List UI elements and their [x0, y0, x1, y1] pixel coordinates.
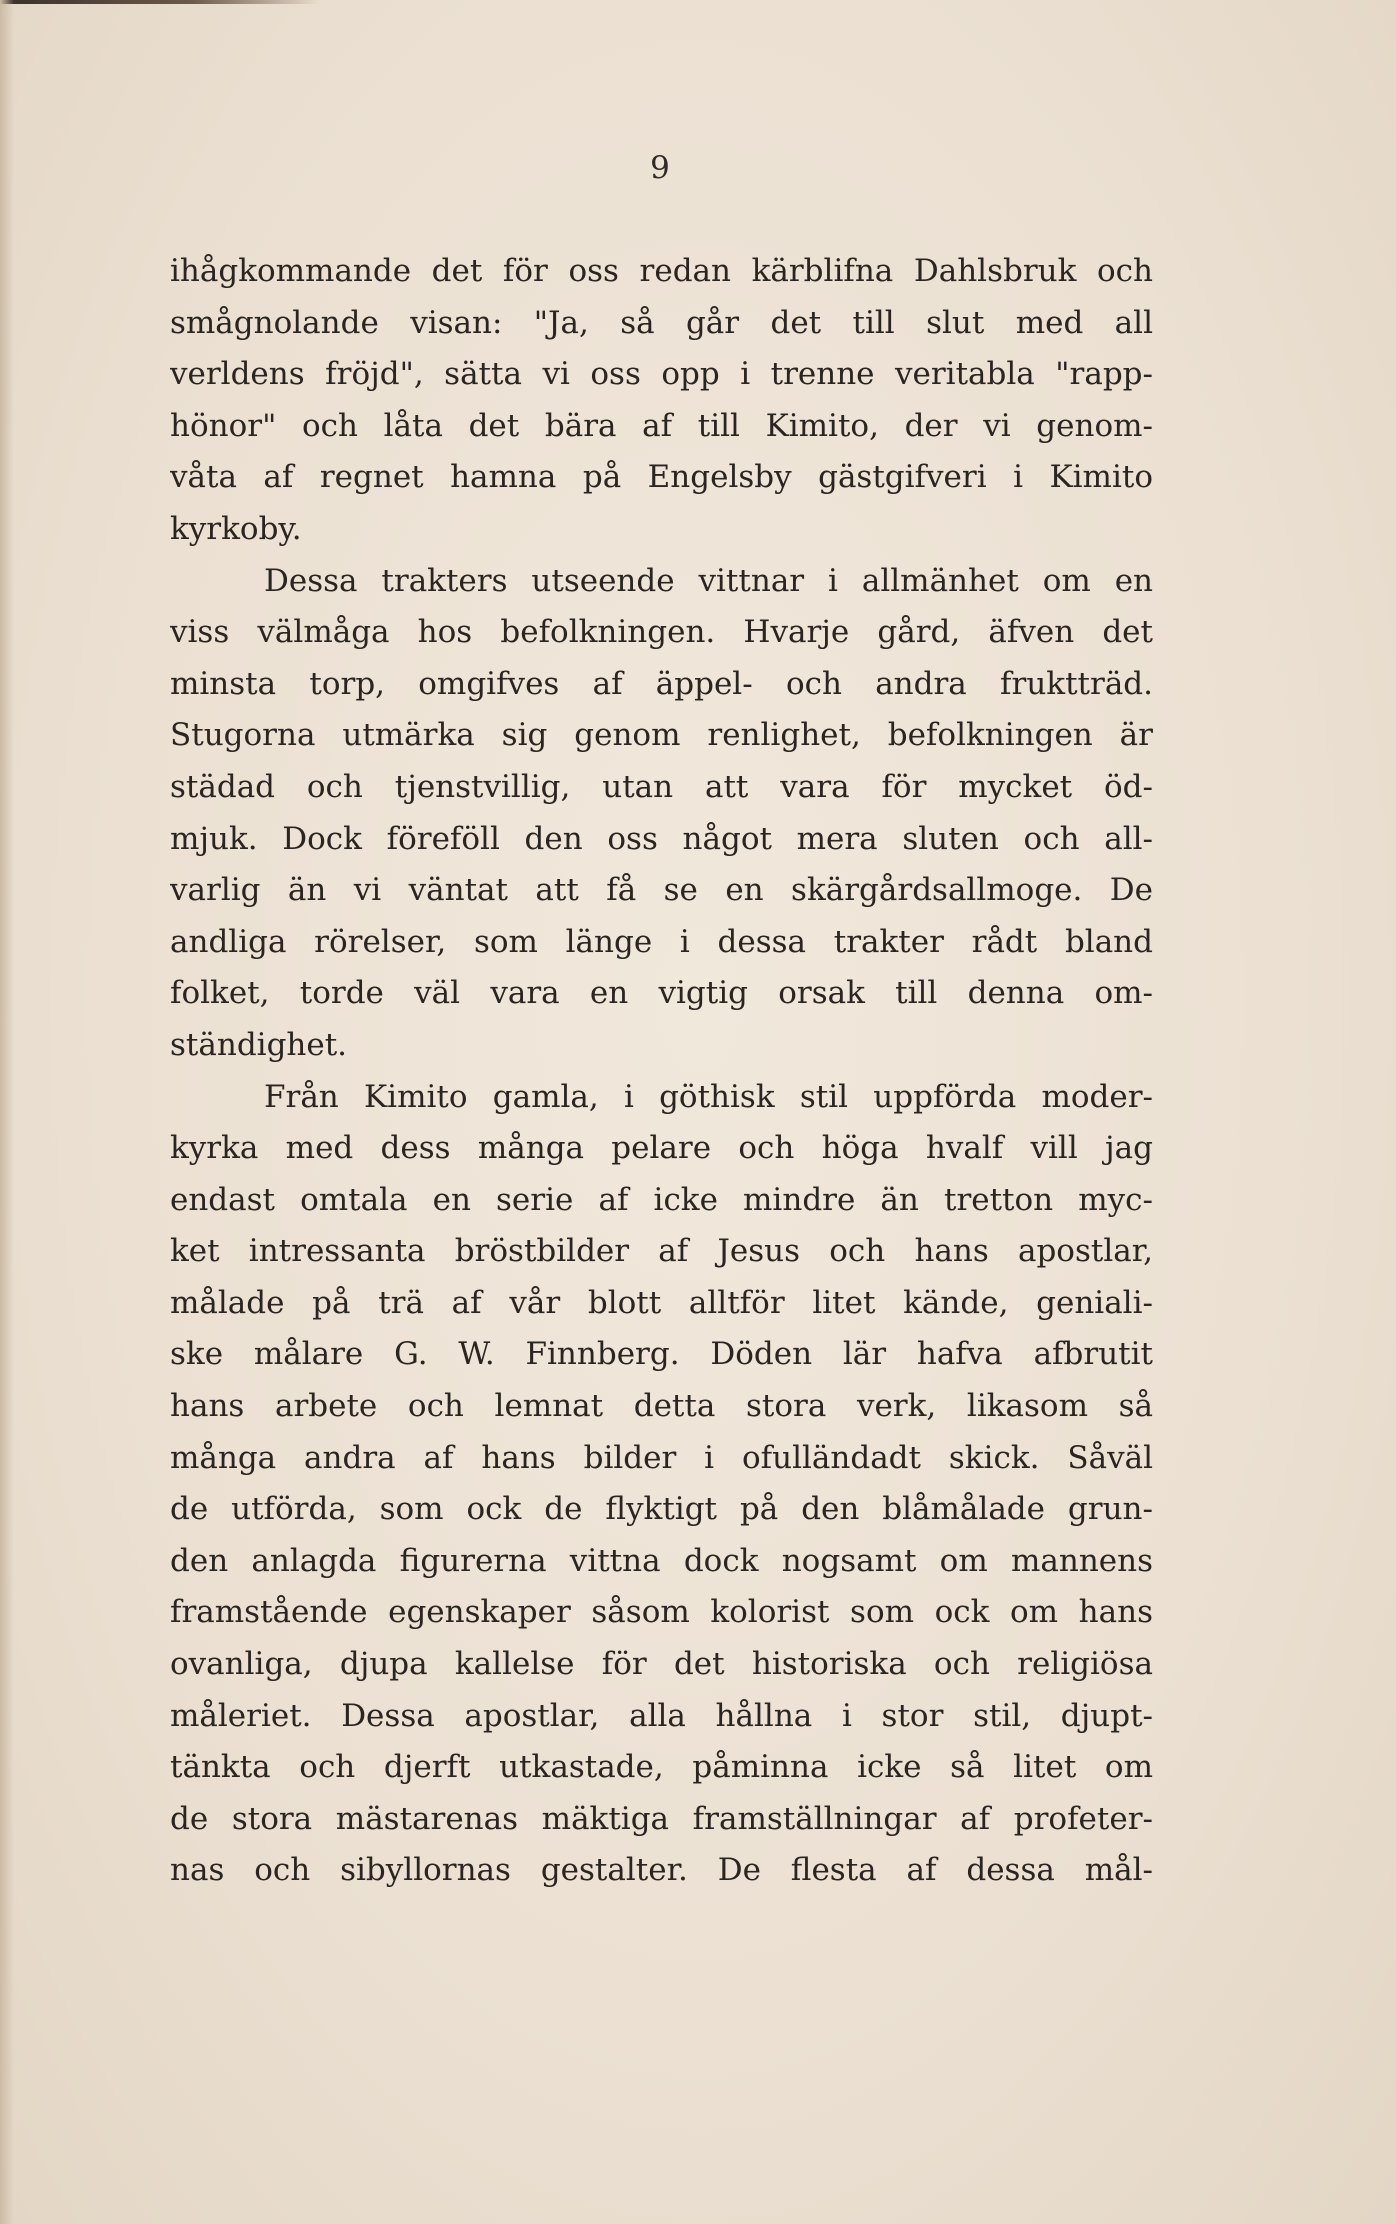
text-line: hans arbete och lemnat detta stora verk, likasom så: [170, 1388, 1153, 1425]
text-line: smågnolande visan: "Ja, så går det till slut med all: [170, 304, 1153, 341]
text-line: den anlagda figurerna vittna dock nogsamt om mannens: [170, 1542, 1153, 1579]
text-line: framstående egenskaper såsom kolorist som ock om hans: [170, 1594, 1153, 1631]
page-binding-shadow: [0, 0, 14, 2224]
text-line: hönor" och låta det bära af till Kimito, der vi genom-: [170, 407, 1153, 444]
text-line: de utförda, som ock de flyktigt på den blåmålade grun-: [170, 1491, 1153, 1528]
text-line: måleriet. Dessa apostlar, alla hållna i stor stil, djupt-: [170, 1697, 1153, 1734]
text-line: varlig än vi väntat att få se en skärgårdsallmoge. De: [170, 872, 1153, 909]
text-line: minsta torp, omgifves af äppel- och andra fruktträd.: [170, 665, 1153, 702]
text-line: viss välmåga hos befolkningen. Hvarje gård, äfven det: [170, 614, 1153, 651]
text-line: många andra af hans bilder i ofulländadt skick. Såväl: [170, 1439, 1153, 1476]
text-line: ihågkommande det för oss redan kärblifna Dahlsbruk och: [170, 253, 1153, 289]
text-line: kyrkoby.: [170, 510, 302, 547]
text-line: ständighet.: [170, 1026, 348, 1063]
text-line: ske målare G. W. Finnberg. Döden lär hafva afbrutit: [170, 1336, 1153, 1373]
text-line: nas och sibyllornas gestalter. De flesta af dessa mål-: [170, 1852, 1153, 1889]
page-number: 9: [650, 150, 670, 186]
text-line: folket, torde väl vara en vigtig orsak till denna om-: [170, 975, 1153, 1012]
text-line: de stora mästarenas mäktiga framställningar af profeter-: [170, 1800, 1153, 1837]
text-line: tänkta och djerft utkastade, påminna icke så litet om: [170, 1749, 1153, 1786]
text-line: städad och tjenstvillig, utan att vara för mycket öd-: [170, 768, 1153, 805]
text-line: Från Kimito gamla, i göthisk stil uppförda moder-: [264, 1078, 1153, 1115]
text-line: mjuk. Dock föreföll den oss något mera sluten och all-: [170, 820, 1153, 857]
text-line: målade på trä af vår blott alltför litet kände, geniali-: [170, 1284, 1153, 1321]
text-line: verldens fröjd", sätta vi oss opp i trenne veritabla "rapp-: [170, 356, 1153, 393]
page-edge-shadow: [0, 0, 320, 4]
text-line: Stugorna utmärka sig genom renlighet, befolkningen är: [170, 717, 1153, 754]
text-line: Dessa trakters utseende vittnar i allmänhet om en: [264, 562, 1153, 599]
text-line: kyrka med dess många pelare och höga hvalf vill jag: [170, 1130, 1153, 1167]
text-line: endast omtala en serie af icke mindre än tretton myc-: [170, 1181, 1153, 1218]
text-line: ovanliga, djupa kallelse för det historiska och religiösa: [170, 1646, 1153, 1683]
body-text: [170, 246, 1153, 1897]
text-line: våta af regnet hamna på Engelsby gästgifveri i Kimito: [170, 459, 1153, 496]
text-line: andliga rörelser, som länge i dessa trakter rådt bland: [170, 923, 1153, 960]
text-line: ket intressanta bröstbilder af Jesus och hans apostlar,: [170, 1233, 1153, 1270]
